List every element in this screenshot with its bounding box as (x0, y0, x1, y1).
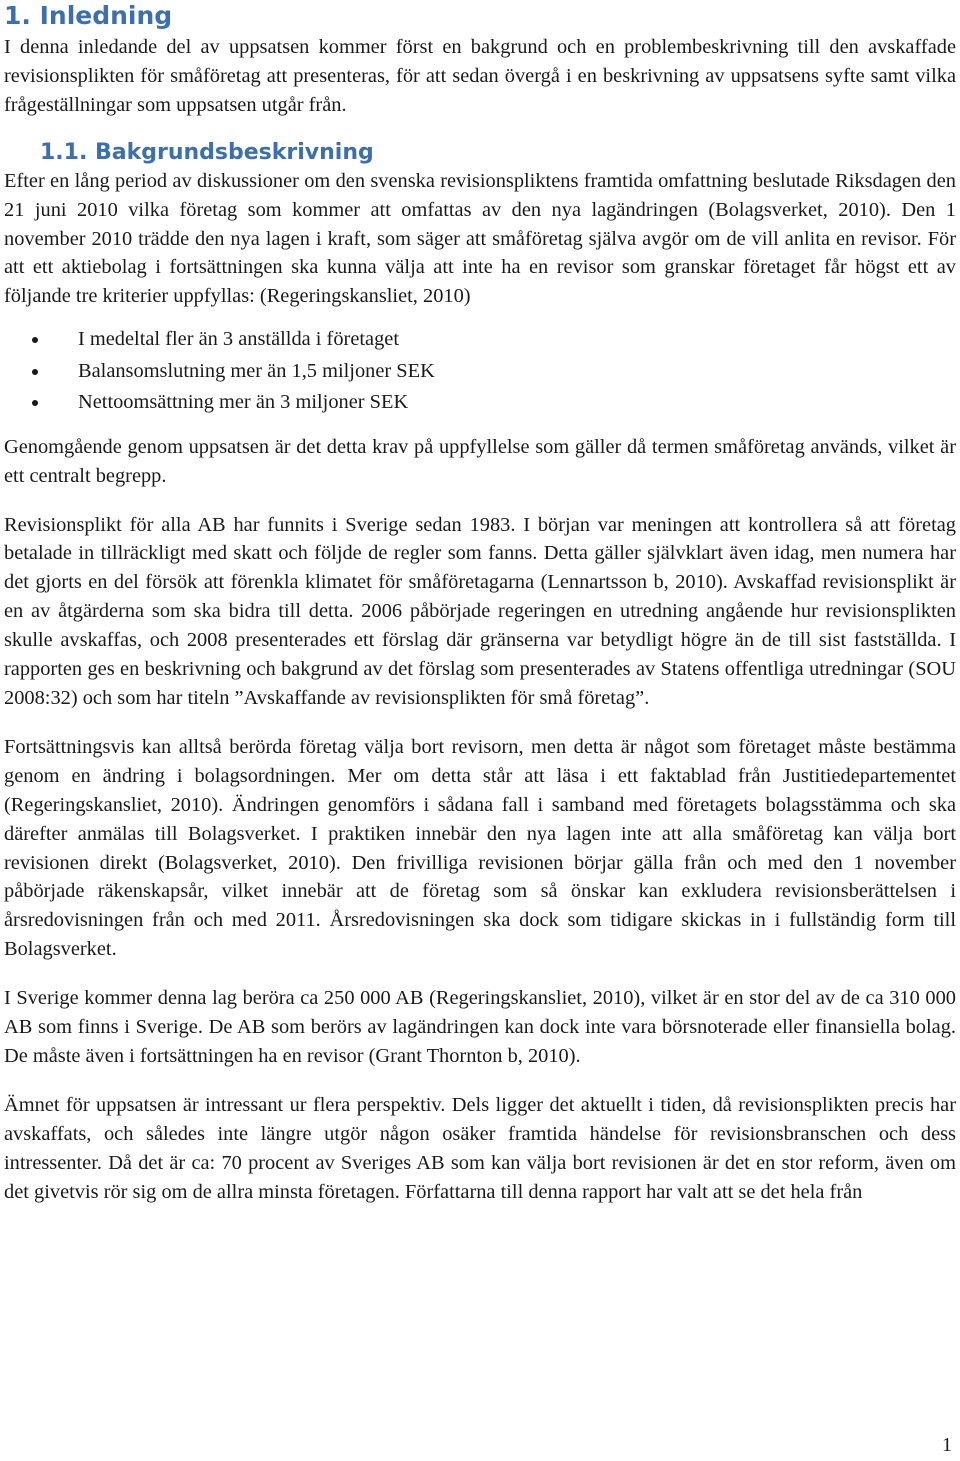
bullet-icon (32, 337, 38, 343)
list-item: Nettoomsättning mer än 3 miljoner SEK (4, 387, 956, 419)
motivation-paragraph: Ämnet för uppsatsen är intressant ur flera perspektiv. Dels ligger det aktuellt i tiden, då revisionsplikten precis har avskaffats, och således inte längre utgör någon osäker framtida händelse för revisionsbranschen och dess intressenter. Då det är ca: 70 procent av Sveriges AB som kan välja bort revisionen är det en stor reform, även om det givetvis rör sig om de allra minsta företagen. Författarna till denna rapport har valt att se det hela från (4, 1093, 956, 1203)
page-number: 1 (942, 1434, 952, 1456)
list-item: I medeltal fler än 3 anställda i företaget (4, 324, 956, 356)
document-page (4, 0, 956, 1227)
list-item: Balansomslutning mer än 1,5 miljoner SEK (4, 356, 956, 388)
criteria-list (4, 324, 956, 419)
bullet-icon (32, 400, 38, 406)
procedure-paragraph: Fortsättningsvis kan alltså berörda företag välja bort revisorn, men detta är något som företaget måste bestämma genom en ändring i bolagsordningen. Mer om detta står att läsa i ett faktablad från Justitiedepartementet (Regeringskansliet, 2010). Ändringen genomförs i sådana fall i samband med företagets bolagsstämma och ska därefter anmälas till Bolagsverket. I praktiken innebär den nya lagen inte att alla småföretag kan välja bort revisionen direkt (Bolagsverket, 2010). Den frivilliga revisionen börjar gälla från och med den 1 november påbörjade räkenskapsår, vilket innebär att de företag som så önskar kan exkludera revisionsberättelsen i årsredovisningen från och med 2011. Årsredovisningen ska dock som tidigare skickas in i fullständig form till Bolagsverket. (4, 735, 956, 961)
intro-paragraph: I denna inledande del av uppsatsen kommer först en bakgrund och en problembeskrivning till den avskaffade revisionsplikten för småföretag att presenteras, för att sedan övergå i en beskrivning av uppsatsens syfte samt vilka frågeställningar som uppsatsen utgår från. (4, 36, 956, 116)
section-heading: 1.1. Bakgrundsbeskrivning (40, 139, 374, 165)
history-paragraph: Revisionsplikt för alla AB har funnits i Sverige sedan 1983. I början var meningen att kontrollera så att företag betalade in tillräckligt med skatt och följde de regler som fanns. Detta gäller självklart även idag, men numera har det gjorts en del försök att förenkla klimatet för småföretagarna (Lennartsson b, 2010). Avskaffad revisionsplikt är en av åtgärderna som ska bidra till detta. 2006 påbörjade regeringen en utredning angående hur revisionsplikten skulle avskaffas, och 2008 presenterades ett förslag där gränserna var betydligt högre än de till sist fastställda. I rapporten ges en beskrivning och bakgrund av det förslag som presenterades av Statens offentliga utredningar (SOU 2008:32) och som har titeln ”Avskaffande av revisionsplikten för små företag”. (4, 513, 956, 709)
chapter-heading: 1. Inledning (4, 1, 173, 30)
bullet-icon (32, 369, 38, 375)
scope-paragraph: I Sverige kommer denna lag beröra ca 250 000 AB (Regeringskansliet, 2010), vilket är en stor del av de ca 310 000 AB som finns i Sverige. De AB som berörs av lagändringen kan dock inte vara börsnoterade eller finansiella bolag. De måste även i fortsättningen ha en revisor (Grant Thornton b, 2010). (4, 987, 956, 1067)
definition-paragraph: Genomgående genom uppsatsen är det detta krav på uppfyllelse som gäller då termen småföretag används, vilket är ett centralt begrepp. (4, 435, 956, 487)
background-paragraph: Efter en lång period av diskussioner om den svenska revisionspliktens framtida omfattning beslutade Riksdagen den 21 juni 2010 vilka företag som kommer att omfattas av den nya lagändringen (Bolagsverket, 2010). Den 1 november 2010 trädde den nya lagen i kraft, som säger att småföretag själva avgör om de vill anlita en revisor. För att ett aktiebolag i fortsättningen ska kunna välja att inte ha en revisor som granskar företaget får högst ett av följande tre kriterier uppfyllas: (Regeringskansliet, 2010) (4, 169, 956, 308)
